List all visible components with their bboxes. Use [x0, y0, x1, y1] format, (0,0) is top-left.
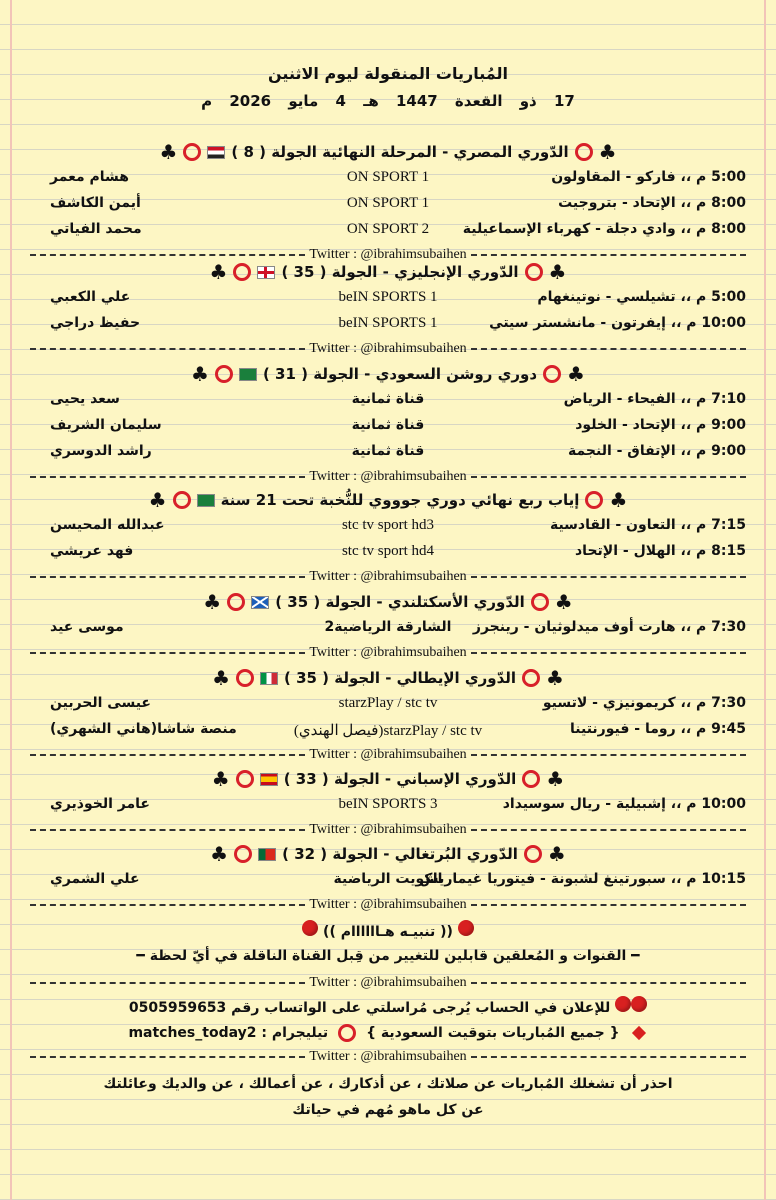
league-section	[30, 258, 746, 338]
dash-line	[471, 348, 746, 350]
notice-title-text: (( تنبيـه هـاااااام ))	[318, 924, 458, 940]
commentator-name: عبدالله المحيسن	[50, 517, 165, 533]
twitter-handle[interactable]: Twitter : @ibrahimsubaihen	[309, 1049, 467, 1064]
twitter-handle[interactable]: Twitter : @ibrahimsubaihen	[309, 897, 467, 912]
egypt-flag-icon	[207, 146, 225, 159]
match-row	[30, 414, 746, 440]
club-icon: ♣	[210, 842, 229, 866]
league-title: الدّوري الأسكتلندي - الجولة ( 35 )	[275, 593, 525, 611]
match-info: 8:00 م ،، الإتحاد - بتروجيت	[558, 195, 746, 211]
dash-line	[471, 829, 746, 831]
dash-line	[30, 476, 305, 478]
league-section	[30, 840, 746, 894]
channel-name: beIN SPORTS 1	[338, 315, 438, 331]
league-title: الدّوري المصري - المرحلة النهائية الجولة ( 8 )	[231, 143, 569, 161]
match-info: 10:00 م ،، إيفرتون - مانشستر سيتي	[489, 315, 746, 331]
commentator-name: منصة شاشا(هاني الشهري)	[50, 721, 237, 737]
channel-name: beIN SPORTS 3	[338, 796, 438, 812]
red-ring-icon	[522, 669, 540, 687]
dash-line	[30, 576, 305, 578]
scotland-flag-icon	[251, 596, 269, 609]
dash-line	[471, 904, 746, 906]
telegram-handle[interactable]: تيليجرام : matches_today2	[128, 1025, 329, 1041]
league-section	[30, 588, 746, 642]
match-info: 5:00 م ،، تشيلسي - نوتينغهام	[537, 289, 746, 305]
red-ring-icon	[585, 491, 603, 509]
channel-name: ON SPORT 2	[346, 221, 430, 237]
match-info: 10:00 م ،، إشبيلية - ريال سوسيداد	[502, 796, 746, 812]
match-row	[30, 440, 746, 466]
league-title: الدّوري الإيطالي - الجولة ( 35 )	[284, 669, 517, 687]
dash-line	[471, 1056, 746, 1058]
league-header	[30, 840, 746, 868]
twitter-handle[interactable]: Twitter : @ibrahimsubaihen	[309, 975, 467, 990]
dash-line	[30, 254, 305, 256]
club-icon: ♣	[159, 140, 178, 164]
ads-line	[0, 996, 776, 1016]
red-ring-icon	[236, 669, 254, 687]
timing-telegram-line	[0, 1024, 776, 1042]
club-icon: ♣	[546, 767, 565, 791]
dash-line	[471, 254, 746, 256]
twitter-separator	[30, 1048, 746, 1066]
league-header	[30, 138, 746, 166]
club-icon: ♣	[554, 590, 573, 614]
league-section	[30, 138, 746, 244]
twitter-handle[interactable]: Twitter : @ibrahimsubaihen	[309, 747, 467, 762]
spain-flag-icon	[260, 773, 278, 786]
club-icon: ♣	[598, 140, 617, 164]
red-ring-icon	[173, 491, 191, 509]
twitter-separator	[30, 644, 746, 662]
red-ring-icon	[338, 1024, 356, 1042]
league-section	[30, 360, 746, 466]
twitter-separator	[30, 746, 746, 764]
twitter-separator	[30, 568, 746, 586]
dash-line	[30, 754, 305, 756]
dash-line	[30, 904, 305, 906]
commentator-name: هشام معمر	[50, 169, 130, 185]
match-info: 7:15 م ،، التعاون - القادسية	[549, 517, 746, 533]
match-row	[30, 514, 746, 540]
match-row	[30, 166, 746, 192]
match-row	[30, 793, 746, 819]
club-icon: ♣	[209, 260, 228, 284]
club-icon: ♣	[609, 488, 628, 512]
notice-text-body: القنوات و المُعلقين قابلين للتغيير من قِبل القناة الناقلة في أيّ لحظة	[149, 948, 627, 964]
red-ring-icon	[183, 143, 201, 161]
saudi-flag-icon	[197, 494, 215, 507]
red-dot-icon	[458, 920, 474, 936]
match-info: 9:45 م ،، روما - فيورنتينا	[570, 721, 746, 737]
match-info: 7:30 م ،، هارت أوف ميدلوثيان - رينجرز	[472, 619, 746, 635]
match-info: 10:15 م ،، سبورتينغ لشبونة - فيتوريا غيماريش	[419, 871, 746, 887]
date-line: 17 ذو القعدة 1447 هـ 4 مايو 2026 م	[201, 92, 575, 110]
commentator-name: موسى عيد	[50, 619, 124, 635]
commentator-name: فهد عريشي	[50, 543, 134, 559]
red-ring-icon	[525, 263, 543, 281]
club-icon: ♣	[567, 362, 585, 386]
league-header	[30, 664, 746, 692]
commentator-name: محمد الفياتي	[50, 221, 142, 237]
match-info: 7:30 م ،، كريمونيزي - لاتسيو	[542, 695, 746, 711]
commentator-name: علي الكعبي	[50, 289, 131, 305]
dash-line	[471, 476, 746, 478]
italy-flag-icon	[260, 672, 278, 685]
club-icon: ♣	[548, 260, 567, 284]
timing-note: { جميع المُباريات بتوقيت السعودية }	[366, 1025, 620, 1041]
closing-line-1: احذر أن تشغلك المُباريات عن صلاتك ، عن أذكارك ، عن أعمالك ، عن والديك وعائلتك	[103, 1076, 673, 1092]
twitter-handle[interactable]: Twitter : @ibrahimsubaihen	[309, 247, 467, 262]
dash-line	[30, 348, 305, 350]
league-header	[30, 765, 746, 793]
dash-line	[471, 576, 746, 578]
channel-name: starzPlay / stc tv	[338, 695, 438, 711]
league-title: الدّوري الإنجليزي - الجولة ( 35 )	[281, 263, 519, 281]
dash-mark-icon: ━	[136, 948, 150, 964]
dash-line	[30, 982, 305, 984]
red-ring-icon	[522, 770, 540, 788]
red-ring-icon	[524, 845, 542, 863]
red-ring-icon	[531, 593, 549, 611]
match-info: 8:15 م ،، الهلال - الإتحاد	[575, 543, 746, 559]
club-icon: ♣	[212, 666, 230, 690]
channel-name: قناة ثمانية	[351, 417, 425, 433]
portugal-flag-icon	[258, 848, 276, 861]
dash-line	[30, 1056, 305, 1058]
commentator-name: علي الشمري	[50, 871, 140, 887]
channel-name: ON SPORT 1	[346, 169, 430, 185]
twitter-separator	[30, 340, 746, 358]
channel-name: stc tv sport hd4	[341, 543, 435, 559]
match-row	[30, 218, 746, 244]
page-title: المُباريات المنقولة ليوم الاثنين	[268, 64, 508, 83]
league-title: الدّوري الإسباني - الجولة ( 33 )	[283, 770, 517, 788]
club-icon: ♣	[203, 590, 222, 614]
league-section	[30, 765, 746, 819]
red-ring-icon	[575, 143, 593, 161]
match-row	[30, 692, 746, 718]
red-diamond-icon	[632, 1026, 646, 1040]
match-info: 7:10 م ،، الفيحاء - الرياض	[563, 391, 746, 407]
red-ring-icon	[215, 365, 233, 383]
channel-name: beIN SPORTS 1	[338, 289, 438, 305]
twitter-handle[interactable]: Twitter : @ibrahimsubaihen	[309, 341, 467, 356]
red-dot-icon	[631, 996, 647, 1012]
channel-name: قناة ثمانية	[351, 443, 425, 459]
twitter-separator	[30, 896, 746, 914]
league-section	[30, 664, 746, 744]
red-ring-icon	[227, 593, 245, 611]
red-ring-icon	[543, 365, 561, 383]
channel-name: starzPlay / stc tv(فيصل الهندي)	[293, 723, 483, 739]
league-section	[30, 486, 746, 566]
league-title: دوري روشن السعودي - الجولة ( 31 )	[262, 365, 538, 383]
match-row	[30, 286, 746, 312]
league-title: الدّوري البُرتغالي - الجولة ( 32 )	[282, 845, 518, 863]
twitter-handle[interactable]: Twitter : @ibrahimsubaihen	[309, 469, 467, 484]
club-icon: ♣	[191, 362, 209, 386]
red-dot-icon	[302, 920, 318, 936]
channel-name: قناة ثمانية	[351, 391, 425, 407]
red-dot-icon	[615, 996, 631, 1012]
commentator-name: عيسى الحربين	[50, 695, 151, 711]
red-ring-icon	[234, 845, 252, 863]
saudi-flag-icon	[239, 368, 257, 381]
dash-line	[30, 652, 305, 654]
dash-line	[471, 982, 746, 984]
match-info: 8:00 م ،، وادي دجلة - كهرباء الإسماعيلية	[462, 221, 746, 237]
club-icon: ♣	[547, 842, 566, 866]
england-flag-icon	[257, 266, 275, 279]
twitter-separator	[30, 974, 746, 992]
twitter-handle[interactable]: Twitter : @ibrahimsubaihen	[309, 569, 467, 584]
dash-line	[30, 829, 305, 831]
notice-text	[0, 948, 776, 964]
match-row	[30, 718, 746, 744]
channel-name: الكويت الرياضية	[333, 871, 443, 887]
match-row	[30, 616, 746, 642]
notice-title	[0, 920, 776, 940]
league-header	[30, 258, 746, 286]
twitter-handle[interactable]: Twitter : @ibrahimsubaihen	[309, 822, 467, 837]
club-icon: ♣	[546, 666, 564, 690]
ads-text: للإعلان في الحساب يُرجى مُراسلتي على الواتساب رقم 0505959653	[128, 1000, 616, 1016]
twitter-separator	[30, 468, 746, 486]
dash-line	[471, 652, 746, 654]
commentator-name: سليمان الشريف	[50, 417, 162, 433]
red-ring-icon	[233, 263, 251, 281]
match-row	[30, 868, 746, 894]
match-row	[30, 540, 746, 566]
channel-name: الشارقة الرياضية2	[324, 619, 452, 635]
match-row	[30, 388, 746, 414]
league-header	[30, 486, 746, 514]
closing-line-2: عن كل ماهو مُهم في حياتك	[292, 1102, 484, 1118]
twitter-handle[interactable]: Twitter : @ibrahimsubaihen	[309, 645, 467, 660]
dash-mark-icon: ━	[626, 948, 640, 964]
match-row	[30, 192, 746, 218]
commentator-name: راشد الدوسري	[50, 443, 152, 459]
red-ring-icon	[236, 770, 254, 788]
channel-name: stc tv sport hd3	[341, 517, 435, 533]
dash-line	[471, 754, 746, 756]
club-icon: ♣	[148, 488, 167, 512]
commentator-name: عامر الخوذيري	[50, 796, 150, 812]
league-header	[30, 588, 746, 616]
channel-name: ON SPORT 1	[346, 195, 430, 211]
league-title: إياب ربع نهائي دوري جوووي للنُّخبة تحت 21 سنة	[220, 491, 580, 509]
twitter-separator	[30, 821, 746, 839]
match-info: 9:00 م ،، الإتحاد - الخلود	[575, 417, 746, 433]
club-icon: ♣	[211, 767, 230, 791]
match-row	[30, 312, 746, 338]
match-info: 9:00 م ،، الإتفاق - النجمة	[568, 443, 746, 459]
commentator-name: أيمن الكاشف	[50, 195, 141, 211]
commentator-name: سعد يحيى	[50, 391, 120, 407]
league-header	[30, 360, 746, 388]
commentator-name: حفيظ دراجي	[50, 315, 141, 331]
match-info: 5:00 م ،، فاركو - المقاولون	[551, 169, 746, 185]
